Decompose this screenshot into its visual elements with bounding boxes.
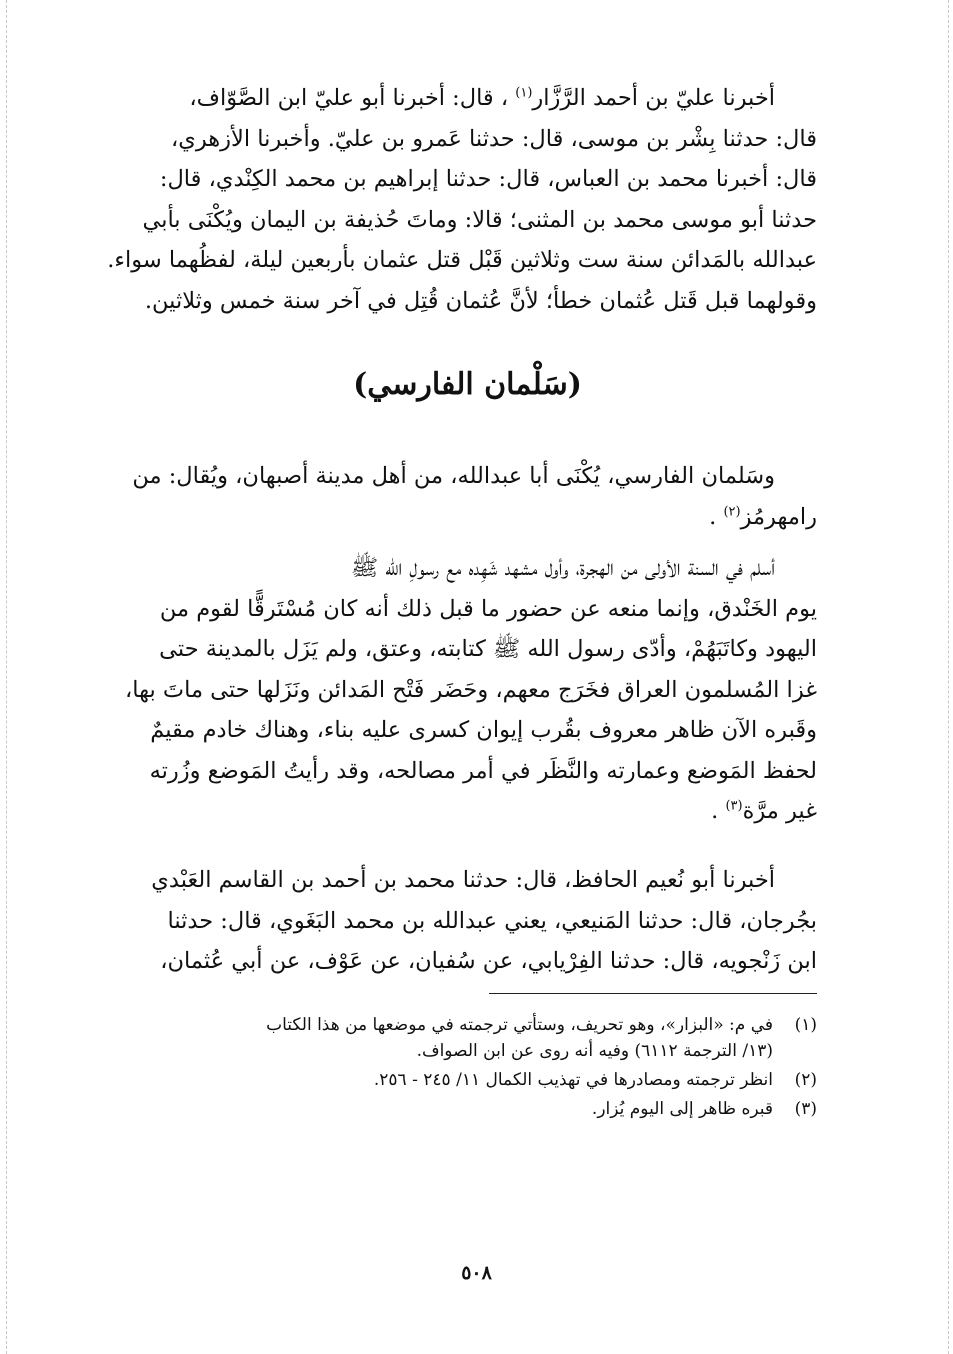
- footnote-ref-1: (١): [515, 85, 533, 101]
- footnote-text: في م: «البزار»، وهو تحريف، وستأتي ترجمته في موضعها من هذا الكتاب (١٣/ الترجمة ٦١١٢) وفيه أنه روى عن ابن الصواف.: [266, 1015, 773, 1061]
- paragraph-salman-biography: [118, 548, 817, 832]
- text-line: ابن زَنْجويه، قال: حدثنا الفِرْيابي، عن سُفيان، عن عَوْف، عن أبي عُثمان،: [160, 948, 817, 974]
- text-line: رامهرمُز$^{(٢)}$ .: [709, 503, 817, 530]
- paragraph-isnad-hudhayfa: [107, 78, 817, 321]
- footnote-number: (٢): [794, 1070, 817, 1090]
- section-heading: (سَلْمان الفارسي): [353, 367, 582, 402]
- footnote-text: انظر ترجمته ومصادرها في تهذيب الكمال ١١/ ٢٤٥ - ٢٥٦.: [373, 1070, 773, 1090]
- footnotes: [118, 1012, 817, 1125]
- footnote-text: قبره ظاهر إلى اليوم يُزار.: [591, 1099, 773, 1119]
- paragraph-salman-intro: [118, 456, 817, 537]
- text-line: اليهود وكاتَبَهُمْ، وأدّى رسول الله ﷺ كتابته، وعتق، ولم يَزَل بالمدينة حتى: [159, 636, 817, 662]
- page-number: ٥٠٨: [461, 1262, 492, 1284]
- text-line: لحفظ المَوضع وعمارته والنَّظَر في أمر مصالحه، وقد رأيتُ المَوضع وزُرته: [149, 757, 817, 784]
- text-line: قال: حدثنا بِشْر بن موسى، قال: حدثنا عَمرو بن عليّ. وأخبرنا الأزهري،: [170, 125, 817, 152]
- text-line: يوم الخَنْدق، وإنما منعه عن حضور ما قبل ذلك أنه كان مُسْتَرقًّا لقوم من: [159, 595, 817, 622]
- text-line: غير مرَّة$^{(٣)}$ .: [711, 798, 817, 824]
- text-line: وقَبره الآن ظاهر معروف بقُرب إيوان كسرى عليه بناء، وهناك خادم مقيمٌ: [150, 717, 817, 743]
- text-line: قال: أخبرنا محمد بن العباس، قال: حدثنا إبراهيم بن محمد الكِنْدي، قال:: [159, 166, 817, 192]
- scan-edge-right: [948, 0, 949, 1354]
- scan-edge-left: [6, 0, 7, 1354]
- text-line: أسلم في السنة الأولى من الهجرة، وأول مشهد شَهِده مع رسولِ الله ﷺ: [350, 555, 775, 581]
- text-line: غزا المُسلمون العراق فخَرَج معهم، وحَضَر فَتْح المَدائن ونَزَلها حتى ماتَ بها،: [125, 676, 817, 703]
- footnote-2: [118, 1067, 817, 1093]
- text-line: حدثنا أبو موسى محمد بن المثنى؛ قالا: وماتَ حُذيفة بن اليمان ويُكْنَى بأبي: [142, 206, 817, 233]
- text-line: وسَلمان الفارسي، يُكْنَى أبا عبدالله، من أهل مدينة أصبهان، ويُقال: من: [132, 463, 775, 489]
- footnote-ref-3: (٣): [725, 798, 743, 814]
- paragraph-isnad-abu-nuaym: [118, 860, 817, 982]
- footnote-1: [118, 1012, 817, 1064]
- text-line: أخبرنا عليّ بن أحمد الرَّزَّار$^{(١)}$ ، قال: أخبرنا أبو عليّ ابن الصَّوّاف،: [189, 85, 775, 111]
- text-line: عبدالله بالمَدائن سنة ست وثلاثين قَبْل قتل عثمان بأربعين ليلة، لفظُهما سواء.: [107, 247, 817, 273]
- text-line: أخبرنا أبو نُعيم الحافظ، قال: حدثنا محمد بن أحمد بن القاسم العَبْدي: [151, 867, 775, 893]
- footnote-ref-2: (٢): [723, 504, 741, 519]
- text-line: بجُرجان، قال: حدثنا المَنيعي، يعني عبدالله بن محمد البَغَوي، قال: حدثنا: [167, 907, 817, 934]
- footnote-number: (٣): [794, 1099, 817, 1119]
- text-line: وقولهما قبل قَتل عُثمان خطأ؛ لأنَّ عُثمان قُتِل في آخر سنة خمس وثلاثين.: [144, 287, 817, 314]
- footnote-number: (١): [794, 1015, 817, 1035]
- footnote-separator: [489, 993, 817, 994]
- footnote-3: [118, 1096, 817, 1122]
